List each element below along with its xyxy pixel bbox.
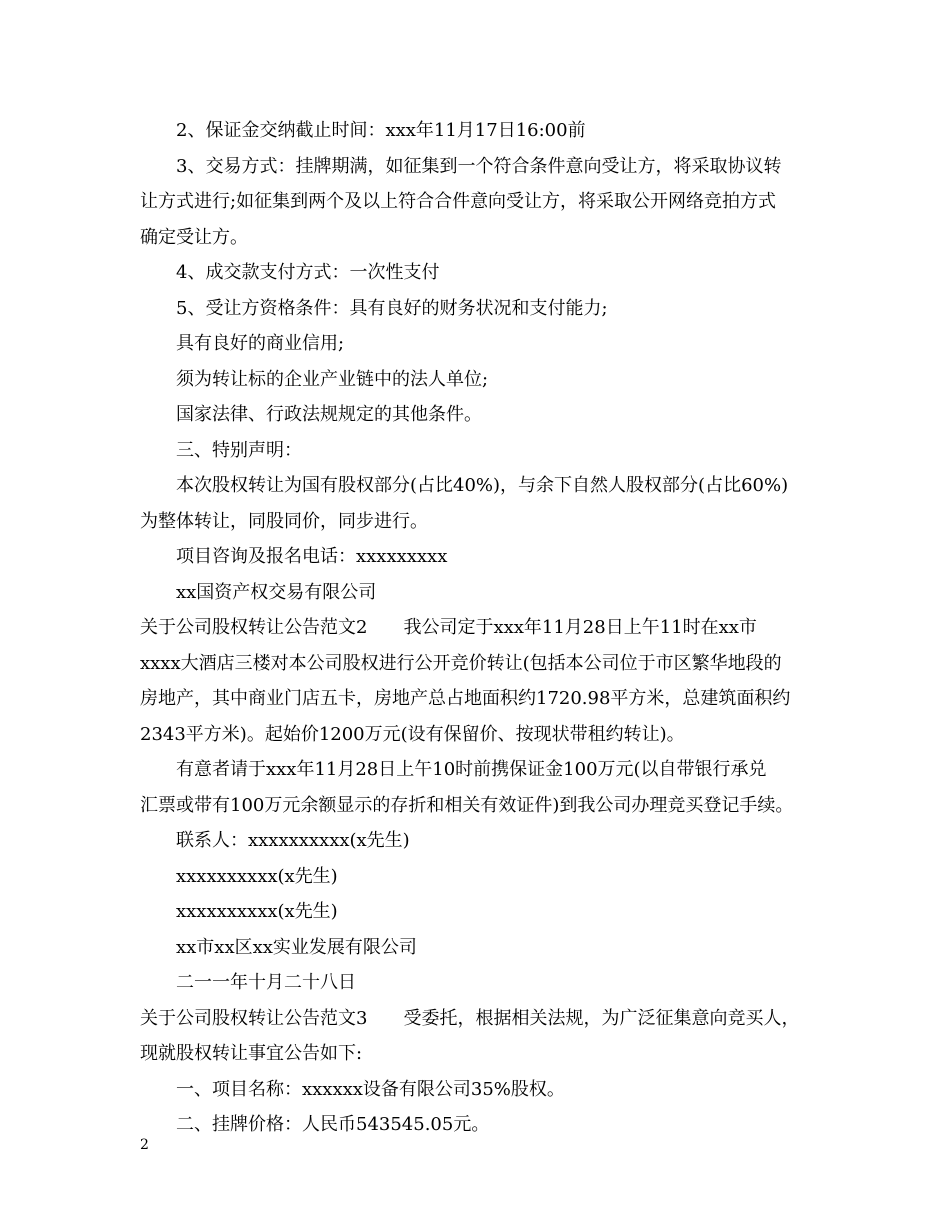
contact-person-line: 联系人：xxxxxxxxxx(x先生) [176,830,410,851]
paragraph-line: 2、保证金交纳截止时间：xxx年11月17日16:00前 [176,120,586,141]
paragraph-line: 5、受让方资格条件：具有良好的财务状况和支付能力; [176,297,608,319]
paragraph-line: 2343平方米)。起始价1200万元(设有保留价、按现状带租约转让)。 [140,723,685,745]
document-body [140,113,820,1143]
paragraph-line: 4、成交款支付方式：一次性支付 [176,262,440,283]
contact-phone-line: 项目咨询及报名电话：xxxxxxxxx [176,546,448,567]
paragraph-line: 房地产，其中商业门店五卡，房地产总占地面积约1720.98平方米，总建筑面积约 [140,688,791,709]
company-name-line: xx市xx区xx实业发展有限公司 [176,936,417,958]
sample-heading-line: 关于公司股权转让公告范文3 受委托，根据相关法规，为广泛征集意向竞买人， [140,1007,800,1029]
paragraph-line: 二、挂牌价格：人民币543545.05元。 [176,1114,490,1135]
company-name-line: xx国资产权交易有限公司 [176,581,377,603]
page-number: 2 [140,1137,149,1153]
paragraph-line: 一、项目名称：xxxxxx设备有限公司35%股权。 [176,1078,565,1100]
paragraph-line: 确定受让方。 [140,226,248,248]
paragraph-line: 本次股权转让为国有股权部分(占比40%)，与余下自然人股权部分(占比60%) [176,475,789,496]
paragraph-line: 具有良好的商业信用; [176,333,345,354]
paragraph-line: 现就股权转让事宜公告如下: [140,1043,363,1064]
date-line: 二一一年十月二十八日 [176,972,356,993]
section-heading: 三、特别声明： [176,439,302,461]
paragraph-line: 3、交易方式：挂牌期满，如征集到一个符合条件意向受让方，将采取协议转 [176,155,782,177]
paragraph-line: 为整体转让，同股同价，同步进行。 [140,510,428,532]
contact-person-line: xxxxxxxxxx(x先生) [176,865,338,887]
paragraph-line: 国家法律、行政法规规定的其他条件。 [176,404,482,425]
sample-heading-line: 关于公司股权转让公告范文2 我公司定于xxx年11月28日上午11时在xx市 [140,617,757,638]
paragraph-line: 让方式进行;如征集到两个及以上符合合件意向受让方，将采取公开网络竞拍方式 [140,191,777,212]
paragraph-line: 须为转让标的企业产业链中的法人单位; [176,368,489,390]
contact-person-line: xxxxxxxxxx(x先生) [176,901,338,922]
paragraph-line: xxxx大酒店三楼对本公司股权进行公开竞价转让(包括本公司位于市区繁华地段的 [140,652,782,674]
paragraph-line: 有意者请于xxx年11月28日上午10时前携保证金100万元(以自带银行承兑 [176,759,767,780]
paragraph-line: 汇票或带有100万元余额显示的存折和相关有效证件)到我公司办理竞买登记手续。 [140,794,794,816]
